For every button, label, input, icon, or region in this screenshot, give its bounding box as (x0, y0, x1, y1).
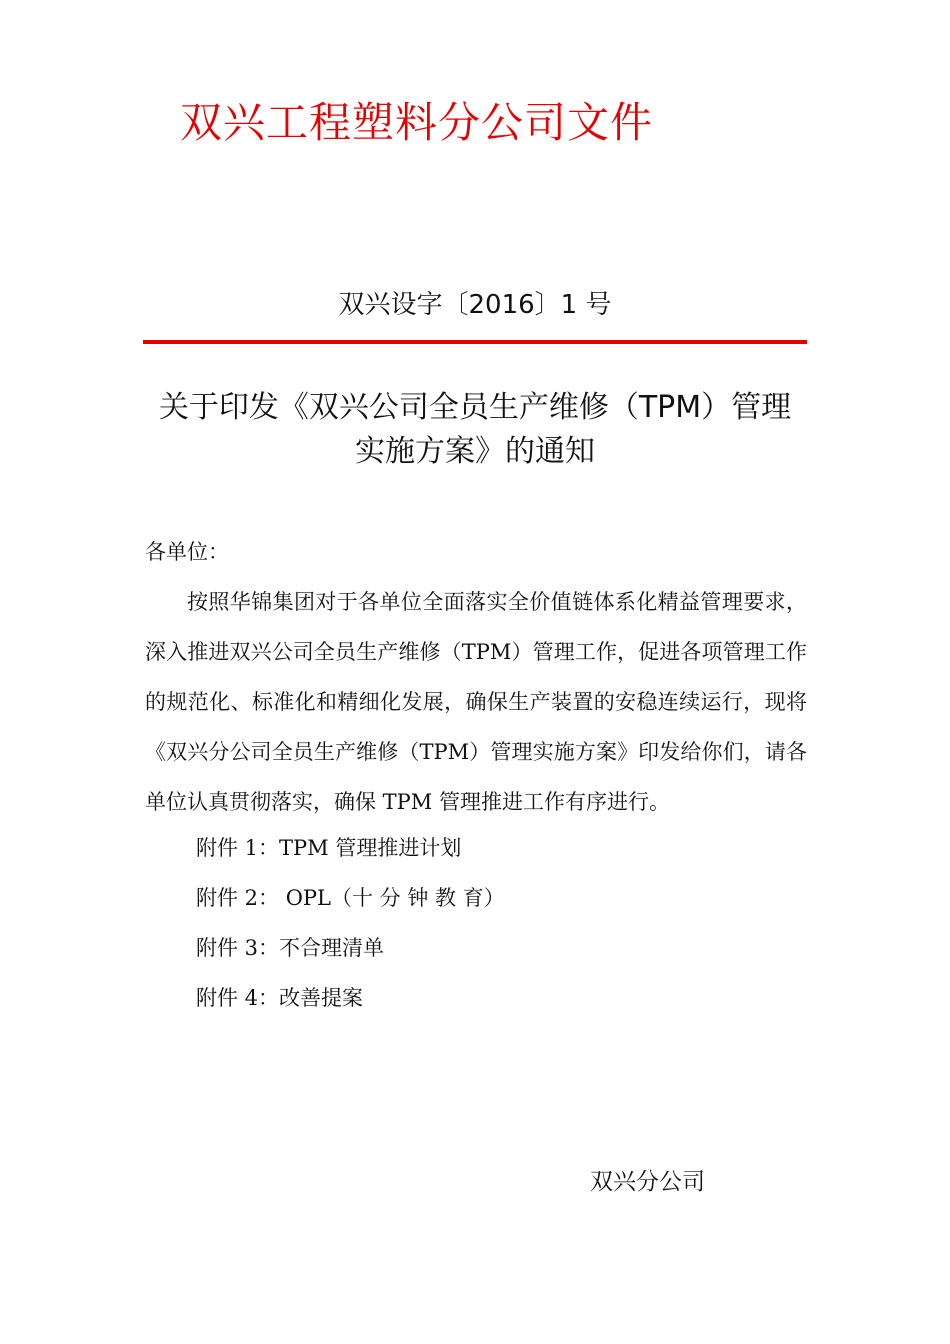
attachment-item-1: 附件 1：TPM 管理推进计划 (196, 836, 462, 860)
body-paragraph: 按照华锦集团对于各单位全面落实全价值链体系化精益管理要求，深入推进双兴公司全员生产维修（TPM）管理工作，促进各项管理工作的规范化、标准化和精细化发展，确保生产装置的安稳连续运行，现将《双兴分公司全员生产维修（TPM）管理实施方案》印发给你们，请各单位认真贯彻落实，确保 TPM 管理推进工作有序进行。 (145, 590, 807, 814)
notice-title-line-2: 实施方案》的通知 (355, 434, 595, 469)
attachment-item-4: 附件 4：改善提案 (196, 986, 364, 1010)
attachment-item-2: 附件 2： OPL（十 分 钟 教 育） (196, 886, 505, 910)
document-header-title: 双兴工程塑料分公司文件 (180, 98, 654, 147)
attachment-item-3: 附件 3：不合理清单 (196, 936, 385, 960)
notice-title-line-1: 关于印发《双兴公司全员生产维修（TPM）管理 (158, 390, 792, 425)
red-divider-line (143, 340, 807, 344)
document-number: 双兴设字〔2016〕1 号 (338, 290, 612, 320)
salutation: 各单位： (145, 540, 229, 564)
attachment-list (196, 823, 505, 1023)
issuer-signature: 双兴分公司 (590, 1169, 705, 1195)
notice-title (143, 386, 807, 474)
